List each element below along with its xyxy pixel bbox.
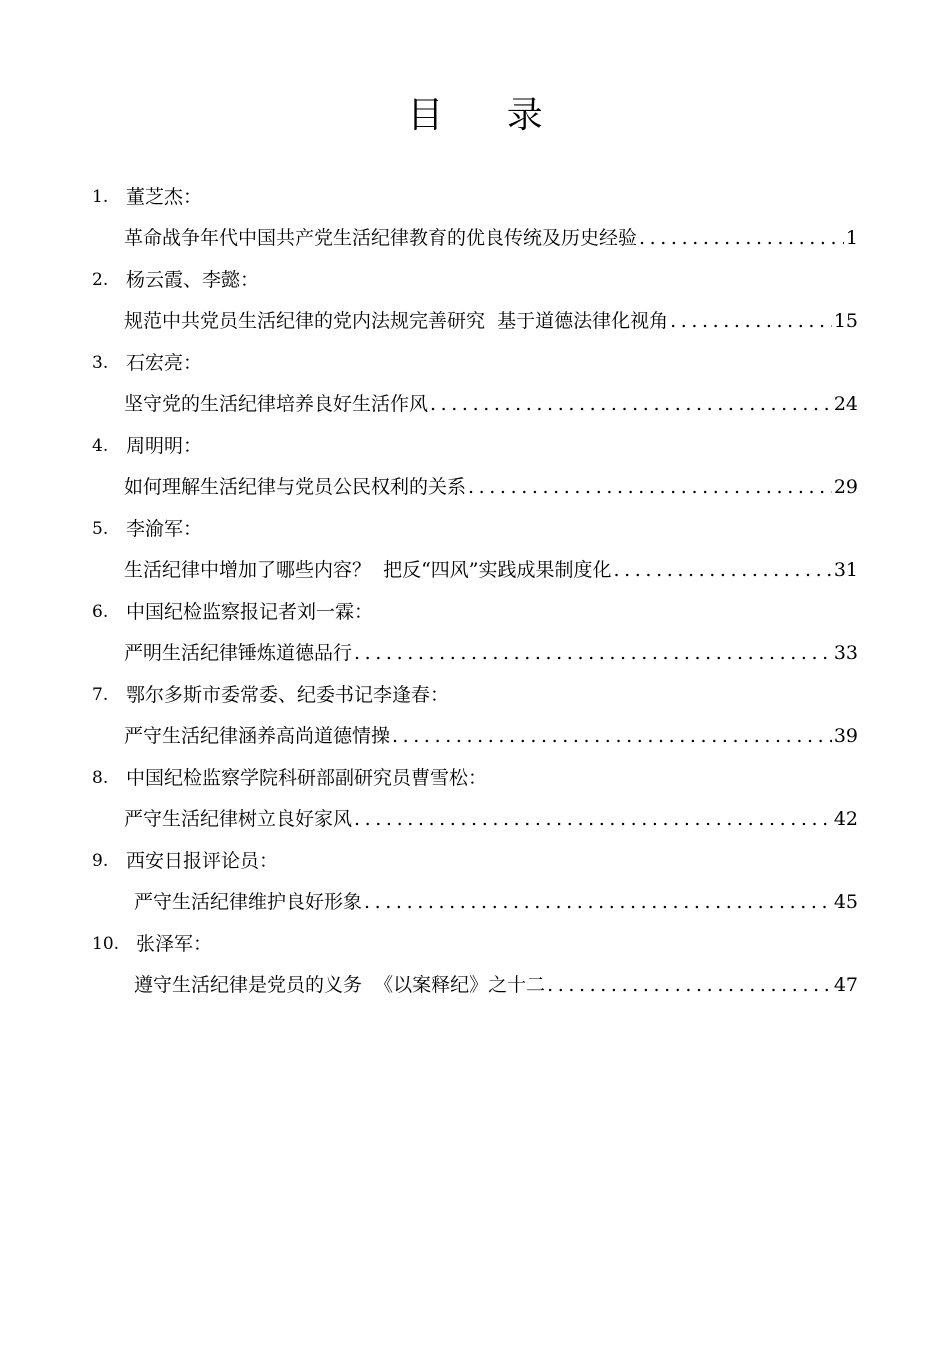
toc-entry-author: 杨云霞、李懿： — [126, 269, 260, 291]
toc-title-line[interactable] — [0, 716, 950, 757]
toc-author-line — [0, 591, 950, 633]
toc-entry-author: 李渝军： — [126, 518, 203, 540]
toc-entry-title[interactable]: 坚守党的生活纪律培养良好生活作风 — [124, 393, 429, 415]
toc-dot-leader — [354, 633, 832, 674]
toc-page-number[interactable]: 39 — [833, 725, 858, 747]
toc-dot-leader — [614, 550, 832, 591]
toc-title-line[interactable] — [0, 633, 950, 674]
toc-page-number[interactable]: 45 — [833, 891, 858, 913]
toc-entry-9 — [0, 840, 950, 923]
toc-page-number[interactable]: 24 — [833, 393, 858, 415]
toc-entry-title[interactable]: 规范中共党员生活纪律的党内法规完善研究 基于道德法律化视角 — [124, 310, 669, 332]
toc-entry-number: 4. — [92, 436, 109, 456]
toc-dot-leader — [547, 965, 832, 1006]
toc-entry-number: 7. — [92, 685, 109, 705]
toc-entry-title[interactable]: 严守生活纪律维护良好形象 — [134, 891, 363, 913]
toc-entry-5 — [0, 508, 950, 591]
toc-entry-number: 9. — [92, 851, 109, 871]
toc-entry-8 — [0, 757, 950, 840]
toc-page-number[interactable]: 33 — [833, 642, 858, 664]
toc-page-number[interactable]: 31 — [833, 559, 858, 581]
toc-title-line[interactable] — [0, 467, 950, 508]
toc-entry-2 — [0, 259, 950, 342]
toc-title-line[interactable] — [0, 384, 950, 425]
toc-entry-title[interactable]: 遵守生活纪律是党员的义务 《以案释纪》之十二 — [134, 974, 546, 996]
toc-entry-author: 董芝杰： — [126, 186, 203, 208]
toc-dot-leader — [639, 218, 844, 259]
toc-entry-title[interactable]: 如何理解生活纪律与党员公民权利的关系 — [124, 476, 467, 498]
toc-author-line — [0, 259, 950, 301]
toc-entry-6 — [0, 591, 950, 674]
toc-title-line[interactable] — [0, 882, 950, 923]
toc-entry-title[interactable]: 生活纪律中增加了哪些内容？ 把反“四风”实践成果制度化 — [124, 559, 612, 581]
toc-page-number[interactable]: 29 — [833, 476, 858, 498]
toc-title-line[interactable] — [0, 965, 950, 1006]
toc-entry-title[interactable]: 严守生活纪律树立良好家风 — [124, 808, 353, 830]
toc-entry-author: 中国纪检监察报记者刘一霖： — [126, 601, 374, 623]
toc-entry-4 — [0, 425, 950, 508]
toc-page-number[interactable]: 42 — [833, 808, 858, 830]
toc-entry-7 — [0, 674, 950, 757]
toc-author-line — [0, 176, 950, 218]
toc-entry-title[interactable]: 严明生活纪律锤炼道德品行 — [124, 642, 353, 664]
toc-author-line — [0, 757, 950, 799]
toc-entry-number: 3. — [92, 353, 109, 373]
toc-entry-author: 鄂尔多斯市委常委、纪委书记李逢春： — [126, 684, 450, 706]
toc-page-number[interactable]: 47 — [833, 974, 858, 996]
toc-entry-number: 6. — [92, 602, 109, 622]
toc-page-number[interactable]: 1 — [845, 227, 858, 249]
toc-page-number[interactable]: 15 — [833, 310, 858, 332]
toc-entry-title[interactable]: 革命战争年代中国共产党生活纪律教育的优良传统及历史经验 — [124, 227, 638, 249]
toc-entry-number: 8. — [92, 768, 109, 788]
toc-author-line — [0, 674, 950, 716]
toc-author-line — [0, 425, 950, 467]
toc-entry-1 — [0, 176, 950, 259]
toc-entry-title[interactable]: 严守生活纪律涵养高尚道德情操 — [124, 725, 391, 747]
toc-entry-10 — [0, 923, 950, 1006]
toc-dot-leader — [670, 301, 832, 342]
toc-dot-leader — [354, 799, 832, 840]
toc-dot-leader — [364, 882, 832, 923]
toc-entry-3 — [0, 342, 950, 425]
toc-author-line — [0, 923, 950, 965]
toc-entry-author: 西安日报评论员： — [126, 850, 279, 872]
table-of-contents — [0, 176, 950, 1006]
toc-entry-number: 5. — [92, 519, 109, 539]
toc-dot-leader — [468, 467, 832, 508]
toc-dot-leader — [430, 384, 832, 425]
toc-entry-author: 石宏亮： — [126, 352, 203, 374]
toc-author-line — [0, 508, 950, 550]
toc-author-line — [0, 840, 950, 882]
toc-entry-author: 张泽军： — [136, 933, 213, 955]
toc-entry-number: 10. — [92, 934, 120, 954]
toc-dot-leader — [392, 716, 832, 757]
toc-title-line[interactable] — [0, 301, 950, 342]
toc-entry-number: 2. — [92, 270, 109, 290]
toc-entry-author: 中国纪检监察学院科研部副研究员曹雪松： — [126, 767, 488, 789]
page-title: 目 录 — [407, 95, 569, 136]
toc-entry-number: 1. — [92, 187, 109, 207]
toc-title-line[interactable] — [0, 799, 950, 840]
toc-title-line[interactable] — [0, 550, 950, 591]
toc-entry-author: 周明明： — [126, 435, 203, 457]
toc-author-line — [0, 342, 950, 384]
toc-title-line[interactable] — [0, 218, 950, 259]
